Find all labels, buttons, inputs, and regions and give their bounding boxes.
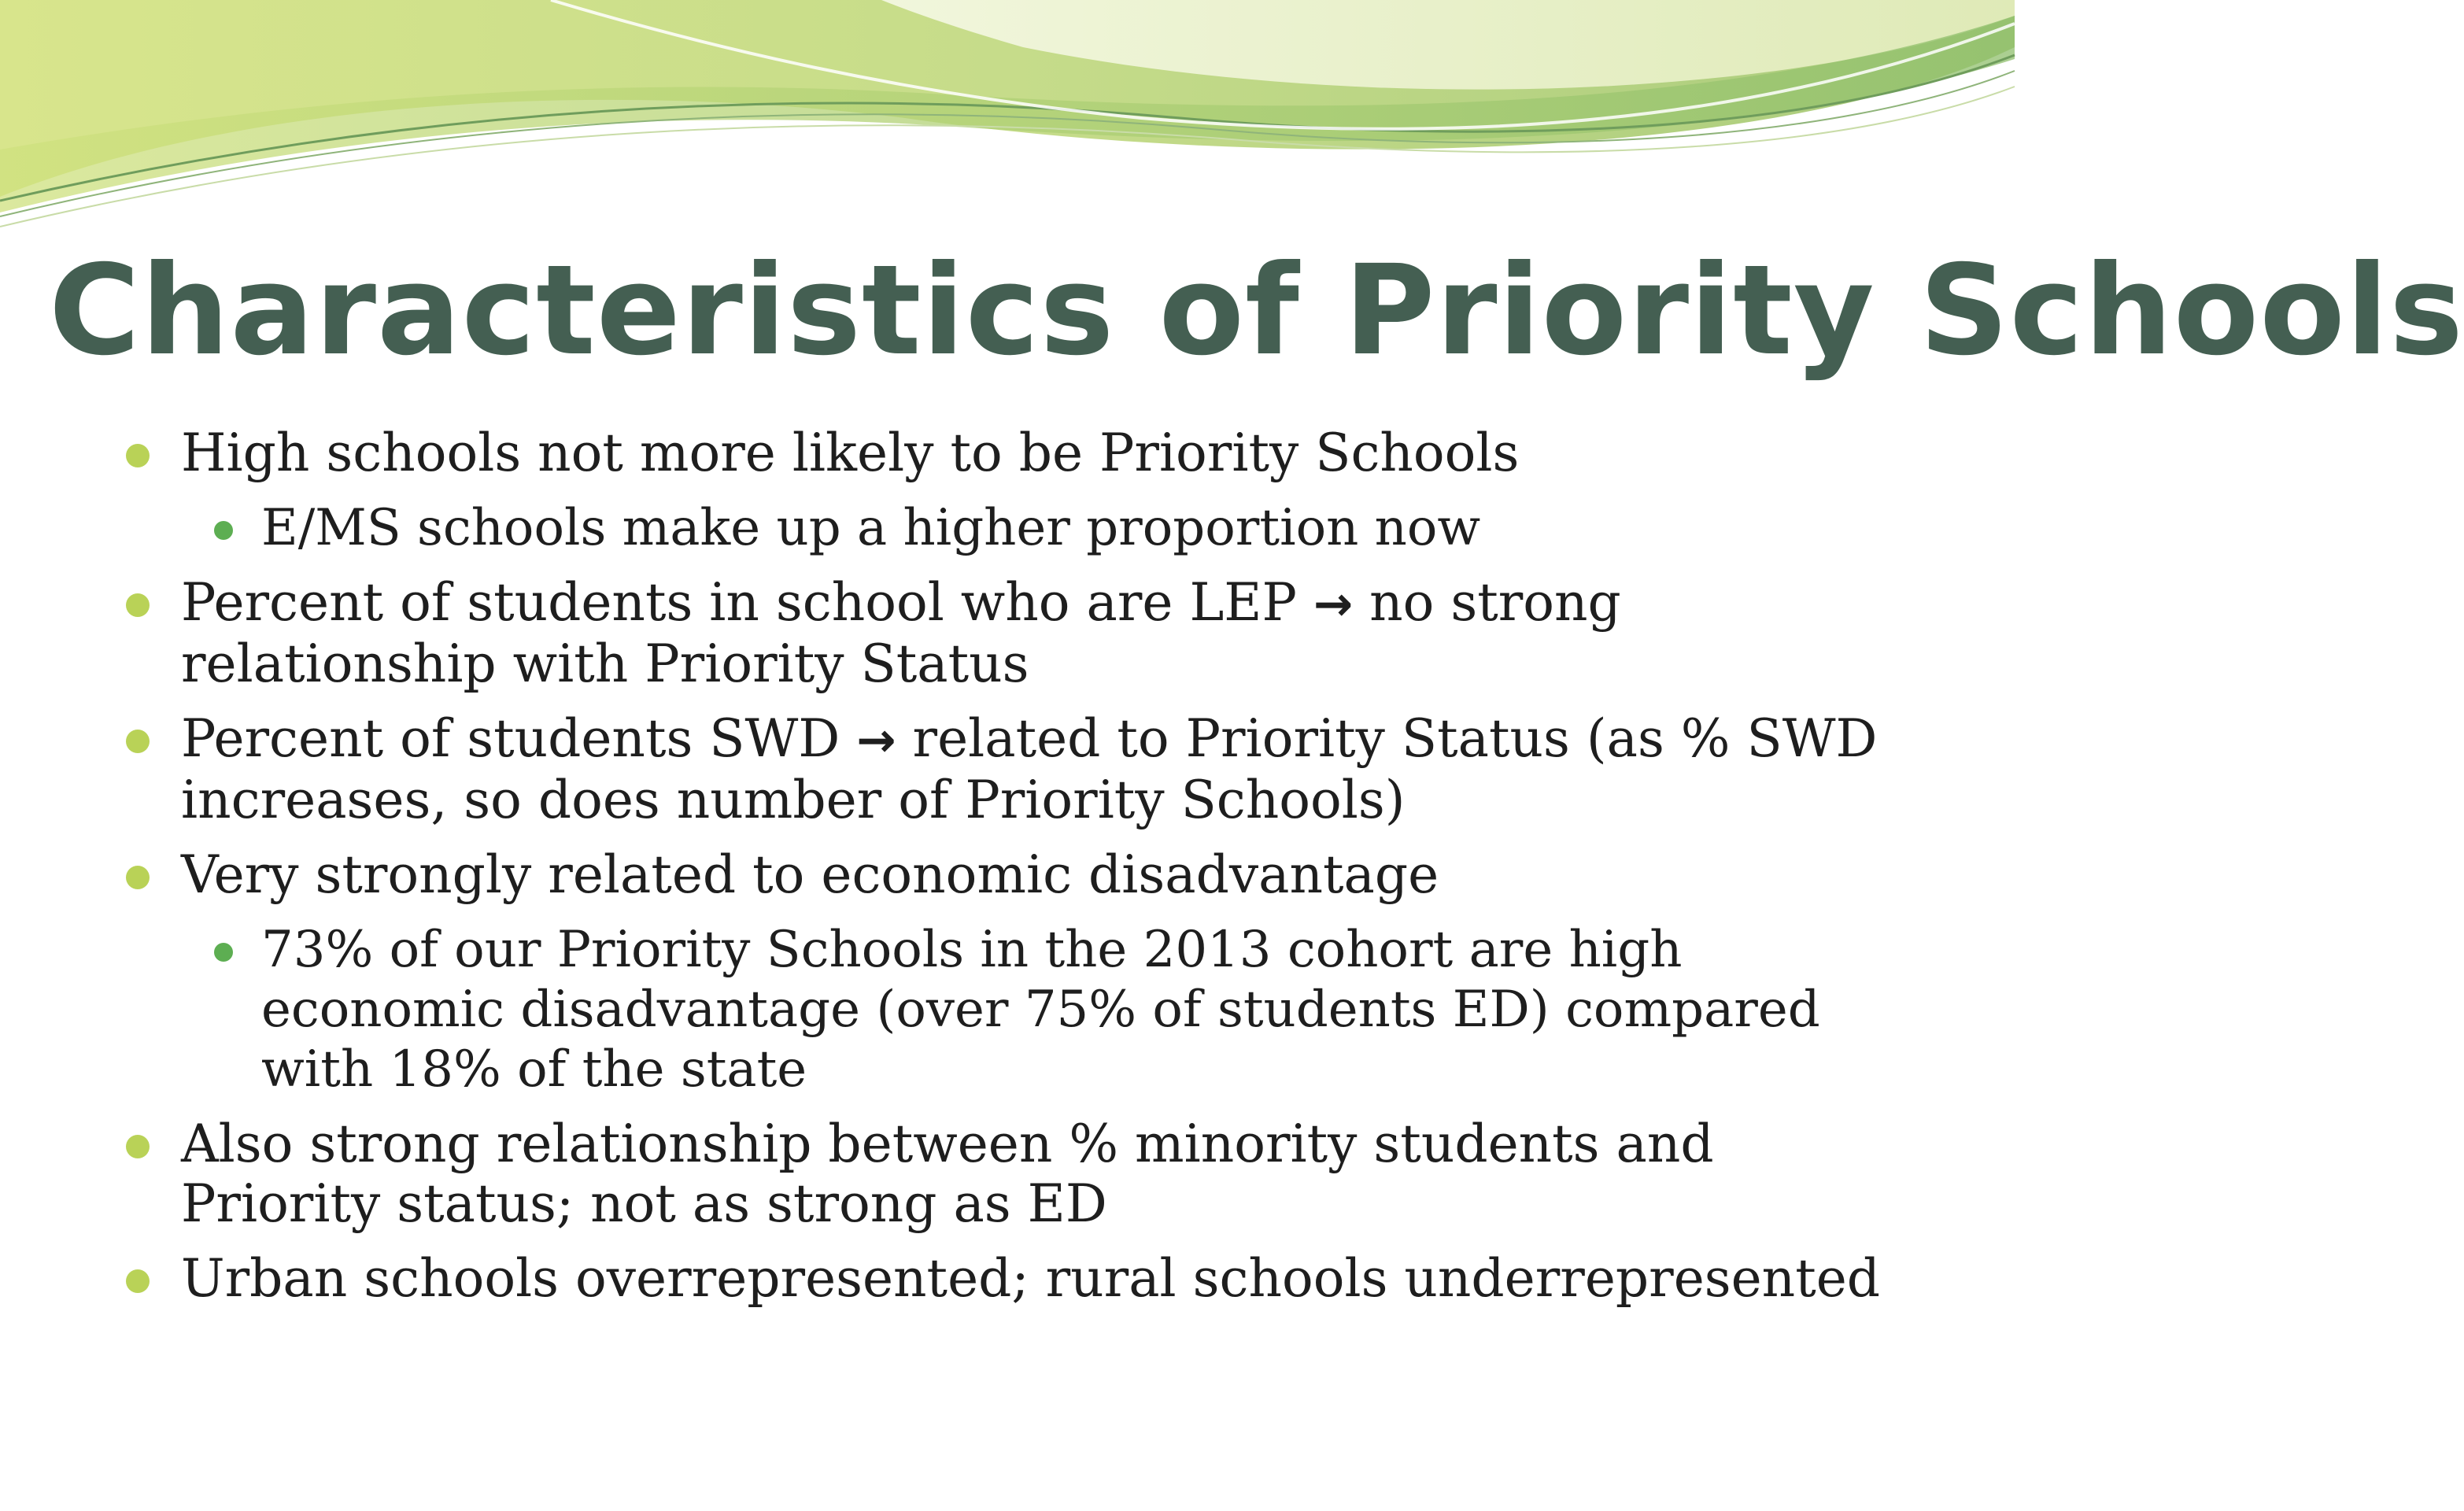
slide-title: Characteristics of Priority Schools bbox=[49, 238, 2464, 383]
right-arrow-icon: → bbox=[856, 713, 896, 768]
header-swoosh-decoration bbox=[0, 0, 2015, 236]
bullet-item bbox=[0, 845, 1889, 905]
bullet-list bbox=[0, 423, 1889, 1324]
sub-bullet-dot-icon bbox=[214, 943, 233, 962]
sub-bullet-item bbox=[0, 920, 1889, 1099]
bullet-text-lead: Percent of students SWD bbox=[181, 708, 840, 769]
bullet-dot-icon bbox=[126, 593, 150, 617]
sub-bullet-dot-icon bbox=[214, 521, 233, 540]
bullet-text-rest: no strong relationship with Priority Status bbox=[181, 572, 1621, 694]
bullet-text bbox=[181, 709, 1889, 830]
bullet-item bbox=[0, 1249, 1889, 1309]
sub-bullet-text: E/MS schools make up a higher proportion now bbox=[261, 499, 1481, 557]
bullet-dot-icon bbox=[126, 444, 150, 467]
bullet-dot-icon bbox=[126, 1135, 150, 1158]
bullet-text: Urban schools overrepresented; rural schools underrepresented bbox=[181, 1248, 1881, 1309]
sub-bullet-text: 73% of our Priority Schools in the 2013 cohort are high economic disadvantage (over 75% of students ED) compared with 18% of the state bbox=[261, 921, 1820, 1099]
bullet-item bbox=[0, 573, 1889, 694]
bullet-text: Also strong relationship between % minority students and Priority status; not as strong as ED bbox=[181, 1114, 1714, 1234]
bullet-item bbox=[0, 1114, 1889, 1234]
bullet-text bbox=[181, 573, 1889, 694]
bullet-text: Very strongly related to economic disadvantage bbox=[181, 844, 1439, 905]
bullet-item bbox=[0, 423, 1889, 483]
bullet-item bbox=[0, 709, 1889, 830]
sub-bullet-item bbox=[0, 498, 1889, 558]
right-arrow-icon: → bbox=[1313, 577, 1354, 632]
bullet-dot-icon bbox=[126, 730, 150, 753]
bullet-text-lead: Percent of students in school who are LEP bbox=[181, 572, 1297, 633]
bullet-text-rest: related to Priority Status (as % SWD increases, so does number of Priority Schools) bbox=[181, 708, 1878, 830]
bullet-text: High schools not more likely to be Priority Schools bbox=[181, 423, 1520, 483]
bullet-dot-icon bbox=[126, 866, 150, 889]
bullet-dot-icon bbox=[126, 1269, 150, 1293]
